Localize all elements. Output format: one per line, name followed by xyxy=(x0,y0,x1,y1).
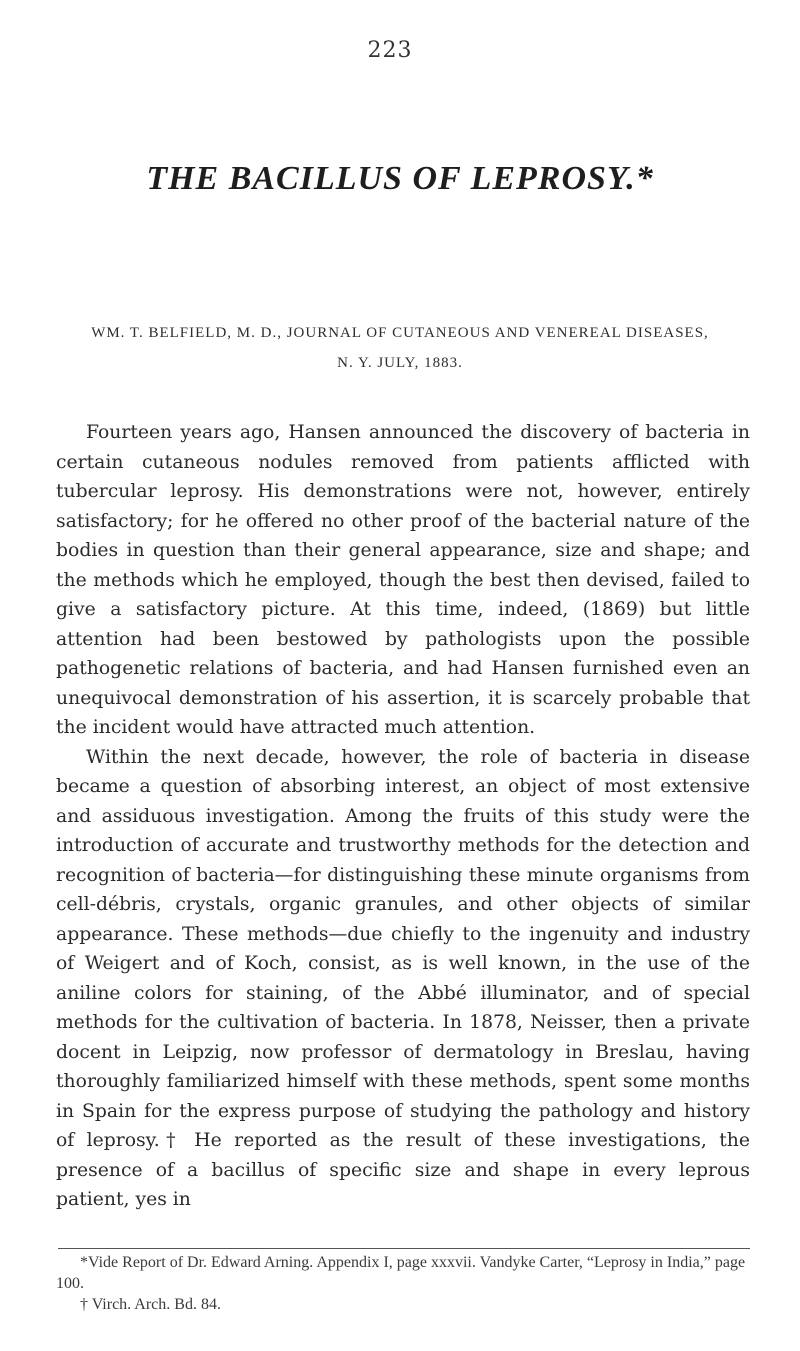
article-body xyxy=(56,418,750,1215)
body-paragraph: Fourteen years ago, Hansen announced the discovery of bacteria in certain cutaneous nodules removed from patients afflicted with tubercular leprosy. His demonstrations were not, however, entirely satisfactory; for he offered no other proof of the bacterial nature of the bodies in question than their general appearance, size and shape; and the methods which he employed, though the best then devised, failed to give a satisfactory picture. At this time, indeed, (1869) but little attention had been bestowed by pathologists upon the possible pathogenetic relations of bacteria, and had Hansen furnished even an unequivocal demonstration of his assertion, it is scarcely probable that the incident would have attracted much attention. xyxy=(56,422,750,738)
article-byline: WM. T. BELFIELD, M. D., JOURNAL OF CUTANEOUS AND VENEREAL DISEASES, N. Y. JULY, 1883. xyxy=(91,325,709,371)
footnote-divider xyxy=(58,1248,750,1249)
footnotes xyxy=(56,1252,750,1315)
footnote: † Virch. Arch. Bd. 84. xyxy=(80,1296,221,1313)
body-paragraph: Within the next decade, however, the role of bacteria in disease became a question of absorbing interest, an object of most extensive and assiduous investigation. Among the fruits of this study were the introduction of accurate and trustworthy methods for the detection and recognition of bacteria—for distinguishing these minute organisms from cell-débris, crystals, organic granules, and other objects of similar appearance. These methods—due chiefly to the ingenuity and industry of Weigert and of Koch, consist, as is well known, in the use of the aniline colors for staining, of the Abbé illuminator, and of special methods for the cultivation of bacteria. In 1878, Neisser, then a private docent in Leipzig, now professor of dermatology in Breslau, having thoroughly familiarized himself with these methods, spent some months in Spain for the express purpose of studying the pathology and history of leprosy.† He reported as the result of these investigations, the presence of a bacillus of specific size and shape in every leprous patient, yes in xyxy=(56,746,750,1210)
page-number: 223 xyxy=(367,38,413,63)
footnote: *Vide Report of Dr. Edward Arning. Appendix I, page xxxvii. Vandyke Carter, “Leprosy in India,” page 100. xyxy=(56,1254,746,1292)
article-title: THE BACILLUS OF LEPROSY.* xyxy=(146,160,654,197)
